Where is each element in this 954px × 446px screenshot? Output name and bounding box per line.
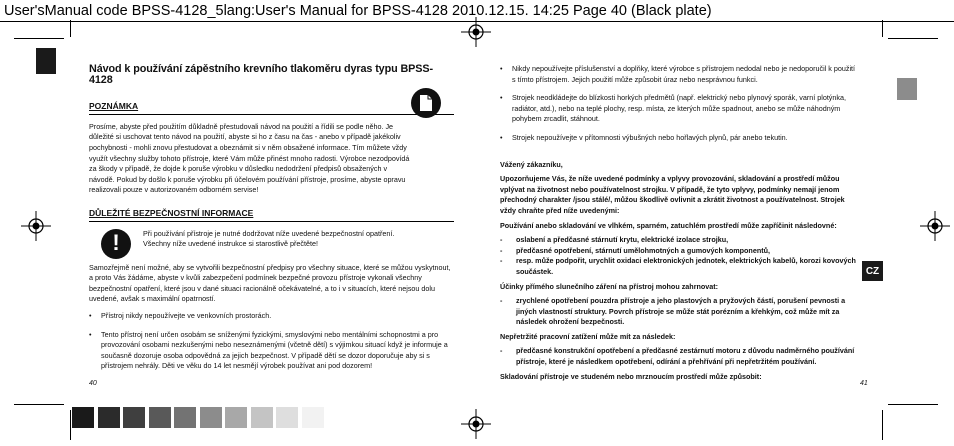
crop-mark	[14, 38, 64, 39]
left-page	[89, 64, 454, 380]
color-swatch	[174, 407, 196, 428]
crop-mark	[14, 404, 64, 405]
list-item: - předčasné opotřebení, stárnutí umělohmotných a gumových komponentů,	[500, 245, 770, 255]
color-swatch	[225, 407, 247, 428]
cold-heading: Skladování přístroje ve studeném nebo mrznoucím prostředí může způsobit:	[500, 371, 762, 381]
color-swatch	[72, 407, 94, 428]
humidity-heading: Používání anebo skladování ve vlhkém, sparném, zatuchlém prostředí může zapříčinit následovné:	[500, 220, 837, 230]
list-item: - resp. může podpořit, urychlit oxidaci elektronických jednotek, elektrických kabelů, korozi kovových součástek.	[500, 256, 856, 276]
warning-box	[89, 229, 454, 259]
color-swatch	[200, 407, 222, 428]
warning-line: Všechny níže uvedené instrukce si starostlivě přečtěte!	[143, 239, 318, 249]
list-item: • Strojek neodkládejte do blízkosti horkých předmětů (např. elektrický nebo plynový sporák, varní plotýnka, radiátor, atd.), nebo na teplé plochy, resp. místa, ze kterých může spadnout, anebo se může náhodným pohybem zrcadlit, stáhnout.	[500, 93, 846, 124]
list-item: • Tento přístroj není určen osobám se sníženými fyzickými, smyslovými nebo mentálními schopnostmi a pro provozování osobami nezkušenými nebo neseznámenými (včetně dětí) s výjimkou situací když je informuje a současně dozoruje osoba odpovědná za jejich bezpečnost. V případě dětí se dozor doporučuje aby si s přístrojem nehrály. Děti ve věku do 14 let nesmějí výrobek používat ani pod dozorem!	[89, 329, 448, 371]
crop-mark	[882, 410, 883, 440]
page-number: 40	[89, 380, 97, 387]
crop-mark	[70, 20, 71, 37]
warning-paragraph: Upozorňujeme Vás, že níže uvedené podmínky a vplyvy provozování, skladování a prostředí můžou vplývat na životnost nebo používatelnost strojku. V případě, že tyto vplyvy, podmínky nemají jenom přechodný charakter /jsou stálé/, můžou škodlivě ovlivnit a zkrátit životnost a používatelnost. Strojek vždy chraňte před níže uvedenými:	[500, 174, 845, 215]
note-text: Prosíme, abyste před použitím důkladně přestudovali návod na použití a řídili se podle něho. Je důležité si uschovat tento návod na použití, abyste si ho z času na čas - anebo v případě jakékoliv pochybnosti - mohli znovu přestudovat a obeznámit si v něm obsažené informace. Tím můžete vždy využít všechny služby tohoto přístroje, které Vám může přinést mnoho radosti. Výrobce nezodpovídá za škody v případě, že dojde k poruše výrobku v důsledku nedodržení předpisů obsažených v návodě. Pokud by došlo k poruše výrobku při účelovém používání přístroje, prosíme, abyste opravu realizovali pouze v autorizovaném odborném servise!	[89, 121, 410, 195]
black-registration-square	[36, 48, 56, 74]
language-tab: CZ	[862, 261, 883, 281]
color-swatch	[149, 407, 171, 428]
list-item: • Strojek nepoužívejte v přítomnosti výbušných nebo hořlavých plynů, pár anebo tekutin.	[500, 132, 788, 142]
list-item: - předčasné konstrukční opotřebení a předčasné zestárnutí motoru z důvodu nadměrného používání přístroje, které je následkem opotřebení, odírání a přehřívání při nepřetržitém používání.	[500, 346, 855, 367]
color-swatch	[276, 407, 298, 428]
crop-mark	[888, 38, 938, 39]
page-number: 41	[860, 380, 868, 387]
greeting: Vážený zákazníku,	[500, 159, 563, 169]
color-swatch	[302, 407, 324, 428]
safety-heading: DŮLEŽITÉ BEZPEČNOSTNÍ INFORMACE	[89, 208, 454, 222]
registration-mark-icon	[920, 211, 950, 241]
list-item: • Nikdy nepoužívejte příslušenství a doplňky, které výrobce s přístrojem nedodal nebo je nedoporučil k použití s tímto přístrojem. Jejich použití může způsobit úraz nebo nesprávnou funkci.	[500, 64, 856, 84]
safety-text: Samozřejmě není možné, aby se vytvořili bezpečnostní předpisy pro všechny situace, které se můžou vyskytnout, a proto Vás žádáme, abyste v kvůli zabezpečení podmínek bezpečné provozu přístroje vykonali všechny bezpečnostní opatření, které jsou v dané situaci racionálně očekávatelné, a to i v situacích, které nejsou dolu uvedené, avšak s maximální opatrností.	[89, 262, 451, 304]
crop-mark	[70, 410, 71, 440]
color-swatch	[251, 407, 273, 428]
page-title: Návod k používání zápěstního krevního tlakoměru dyras typu BPSS-4128	[89, 63, 433, 86]
list-item: - oslabení a předčasné stárnutí krytu, elektrické izolace strojku,	[500, 235, 729, 245]
warning-line: Při používání přístroje je nutné dodržovat níže uvedené bezpečnostní opatření.	[143, 228, 395, 238]
crop-mark	[882, 20, 883, 37]
plate-header: User'sManual code BPSS-4128_5lang:User's Manual for BPSS-4128 2010.12.15. 14:25 Page 40 (Black plate)	[4, 3, 712, 19]
note-heading: POZNÁMKA	[89, 101, 454, 115]
right-page	[500, 64, 856, 386]
color-swatch	[123, 407, 145, 428]
list-item: • Přístroj nikdy nepoužívejte ve venkovních prostorách.	[89, 310, 272, 320]
registration-mark-icon	[461, 17, 491, 47]
registration-mark-icon	[21, 211, 51, 241]
exclamation-icon: !	[101, 229, 131, 259]
list-item: - zrychlené opotřebení pouzdra přístroje a jeho plastových a pryžových částí, porušení pevnosti a jiných vlastností struktury. Povrch přístroje se může stát porézním a křehkým, což může mít za následek ohrožení bezpečnosti.	[500, 296, 846, 327]
crop-mark	[888, 404, 938, 405]
color-swatch	[98, 407, 120, 428]
note-icon	[411, 88, 441, 118]
gray-registration-square	[897, 78, 917, 100]
load-heading: Nepřetržité pracovní zatížení může mít za následek:	[500, 331, 676, 341]
sun-heading: Účinky přímého slunečního záření na přístroj mohou zahrnovat:	[500, 281, 719, 291]
registration-mark-icon	[461, 409, 491, 439]
